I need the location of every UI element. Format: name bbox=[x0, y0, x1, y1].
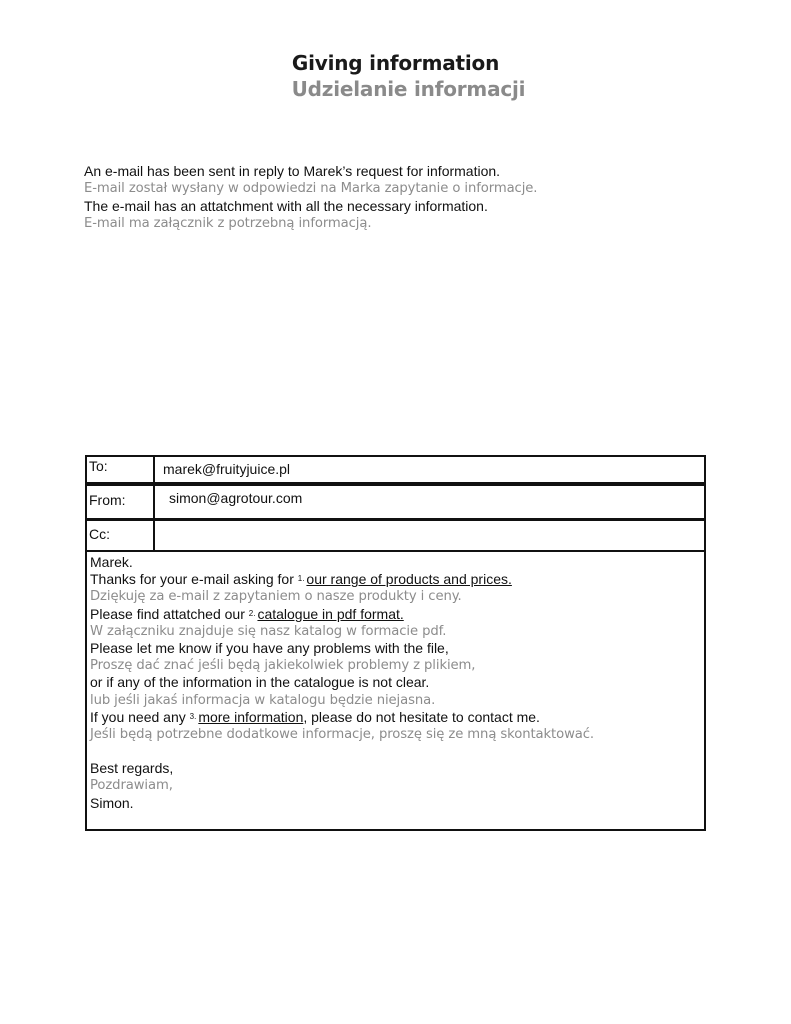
body-line-pl: Jeśli będą potrzebne dodatkowe informacje, proszę się ze mną skontaktować. bbox=[90, 727, 594, 743]
from-value[interactable]: simon@agrotour.com bbox=[169, 490, 303, 506]
intro-line-en: The e-mail has an attatchment with all the necessary information. bbox=[84, 197, 488, 214]
body-line-en: or if any of the information in the catalogue is not clear. bbox=[90, 674, 430, 691]
to-label: To: bbox=[87, 457, 155, 482]
signature: Simon. bbox=[90, 794, 134, 811]
body-line-pl: Proszę dać znać jeśli będą jakiekolwiek problemy z plikiem, bbox=[90, 658, 476, 674]
email-body-text bbox=[90, 554, 594, 812]
intro-text bbox=[84, 163, 724, 233]
intro-line-pl: E-mail ma załącznik z potrzebną informacją. bbox=[84, 216, 372, 232]
footnote-marker: 3. bbox=[189, 711, 197, 721]
from-field bbox=[85, 484, 706, 520]
underlined-phrase: catalogue in pdf format. bbox=[257, 605, 404, 622]
footnote-marker: 1. bbox=[297, 574, 305, 584]
cc-field bbox=[85, 519, 706, 552]
body-text-segment: Thanks for your e-mail asking for bbox=[90, 571, 298, 588]
body-line-pl: lub jeśli jakaś informacja w katalogu będzie niejasna. bbox=[90, 692, 436, 708]
body-line-pl: W załączniku znajduje się nasz katalog w formacie pdf. bbox=[90, 623, 447, 639]
body-text-segment: Please find attatched our bbox=[90, 605, 249, 622]
body-line-en bbox=[90, 709, 594, 726]
from-label: From: bbox=[87, 486, 155, 518]
paragraph-gap bbox=[90, 743, 594, 760]
footnote-marker: 2. bbox=[248, 608, 256, 618]
page-title: Giving information bbox=[291, 51, 500, 75]
cc-label: Cc: bbox=[87, 521, 155, 550]
page-subtitle: Udzielanie informacji bbox=[291, 77, 526, 101]
body-text-segment: , please do not hesitate to contact me. bbox=[303, 708, 540, 725]
closing-pl: Pozdrawiam, bbox=[90, 778, 173, 794]
greeting: Marek. bbox=[90, 554, 133, 570]
underlined-phrase: our range of products and prices. bbox=[306, 571, 512, 588]
intro-line-pl: E-mail został wysłany w odpowiedzi na Marka zapytanie o informacje. bbox=[84, 181, 538, 197]
intro-line-en: An e-mail has been sent in reply to Marek’s request for information. bbox=[84, 163, 501, 179]
body-line-en bbox=[90, 571, 594, 588]
to-field bbox=[85, 455, 706, 484]
body-line-en: Please let me know if you have any problems with the file, bbox=[90, 640, 449, 657]
body-line-en bbox=[90, 606, 594, 623]
email-body bbox=[85, 550, 706, 831]
to-value[interactable]: marek@fruityjuice.pl bbox=[163, 461, 291, 477]
underlined-phrase: more information bbox=[198, 708, 304, 725]
body-text-segment: If you need any bbox=[90, 708, 190, 725]
closing-en: Best regards, bbox=[90, 760, 174, 777]
body-line-pl: Dziękuję za e-mail z zapytaniem o nasze produkty i ceny. bbox=[90, 589, 462, 605]
